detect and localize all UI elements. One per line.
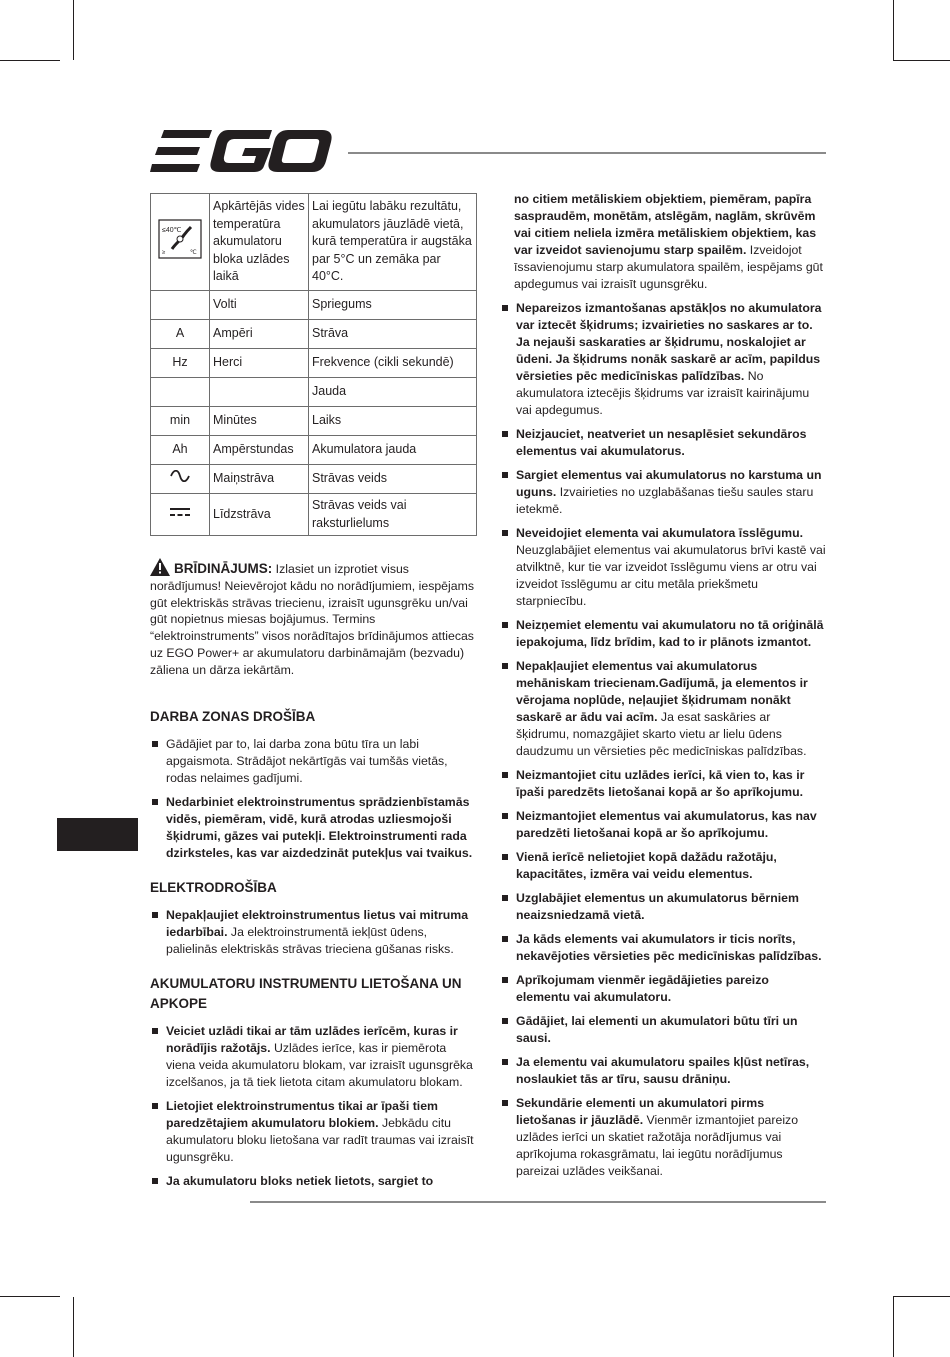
table-cell-desc: Lai iegūtu labāku rezultātu, akumulators jāuzlādē vietā, kurā temperatūra ir augstāka par 5°C un zemāka par 40°C.	[309, 194, 477, 291]
bullet-icon	[152, 799, 158, 805]
bullet-icon	[502, 854, 508, 860]
electrical-list	[150, 907, 478, 958]
bullet-icon	[502, 977, 508, 983]
list-item: Gādājiet par to, lai darba zona būtu tīra un labi apgaismota. Strādājot nekārtīgās vai tumšās vietās, rodas nelaimes gadījumi.	[150, 736, 478, 787]
bullet-icon	[152, 912, 158, 918]
bullet-icon	[502, 813, 508, 819]
side-language-tab	[57, 818, 138, 851]
list-item: Neveidojiet elementa vai akumulatora īsslēgumu. Neuzglabājiet elementus vai akumulatorus brīvi kastē vai atvilktnē, kur tie var izveidot īsslēgumu viens ar otru vai izveidot īsslēgumu ar citu metāla priekšmetu starpniecību.	[500, 525, 826, 610]
list-item: Ja elementu vai akumulatoru spailes kļūst netīras, noslaukiet tās ar tīru, sausu drāniņu.	[500, 1054, 826, 1088]
crop-mark	[893, 1297, 894, 1357]
table-row	[151, 194, 477, 291]
header-rule	[348, 152, 826, 154]
footer-rule	[250, 1201, 826, 1203]
table-cell-name: Herci	[210, 349, 309, 378]
list-item: Sargiet elementus vai akumulatorus no karstuma un uguns. Izvairieties no uzglabāšanas tiešu saules staru ietekmē.	[500, 467, 826, 518]
list-item: Nepareizos izmantošanas apstākļos no akumulatora var iztecēt šķidrums; izvairieties no saskares ar to. Ja nejauši saskaraties ar šķidrumu, noskalojiet ar ūdeni. Ja šķidrums nonāk saskarē ar acīm, papildus vērsieties pēc medicīniskas palīdzības. No akumulatora iztecējis šķidrums var izraisīt kairinājumu vai apdegumus.	[500, 300, 826, 419]
temperature-charging-icon	[158, 219, 202, 259]
bullet-icon	[502, 1100, 508, 1106]
battery-care-list	[500, 300, 826, 1180]
bullet-icon	[502, 663, 508, 669]
table-cell-name: Apkārtējās vides temperatūra akumulatoru bloka uzlādes laikā	[210, 194, 309, 291]
table-row	[151, 378, 477, 407]
table-cell-desc: Laiks	[309, 407, 477, 436]
table-row	[151, 465, 477, 494]
bullet-icon	[152, 1103, 158, 1109]
list-item: Veiciet uzlādi tikai ar tām uzlādes ierīcēm, kuras ir norādījis ražotājs. Uzlādes ierīce, kas ir piemērota viena veida akumulatoru blokam, var izraisīt ugunsgrēka izcelšanos, ja tā tiek lietota citam akumulatoru blokam.	[150, 1023, 478, 1091]
table-cell-desc: Akumulatora jauda	[309, 436, 477, 465]
table-row	[151, 436, 477, 465]
crop-mark	[893, 1296, 950, 1297]
battery-list	[150, 1023, 478, 1190]
table-cell-name: Maiņstrāva	[210, 465, 309, 494]
table-cell-name: Ampēri	[210, 320, 309, 349]
direct-current-icon	[169, 506, 191, 518]
list-item: Nedarbiniet elektroinstrumentus sprādzienbīstamās vidēs, piemēram, vidē, kurā atrodas uzliesmojoši šķidrumi, gāzes vai putekļi. Elektroinstrumenti rada dzirksteles, kas var aizdedzināt putekļus vai tvaikus.	[150, 794, 478, 862]
list-item: Gādājiet, lai elementi un akumulatori būtu tīri un sausi.	[500, 1013, 826, 1047]
continued-paragraph: no citiem metāliskiem objektiem, piemēram, papīra saspraudēm, monētām, atslēgām, naglām, skrūvēm vai citiem neliela izmēra metāliskiem objektiem, kas var izveidot savienojumu starp spailēm. Izveidojot īssavienojumu starp akumulatora spailēm, iespējams gūt apdegumus vai izraisīt ugunsgrēku.	[514, 192, 823, 291]
warning-icon	[150, 558, 170, 576]
bullet-icon	[502, 1059, 508, 1065]
table-cell-symbol: Ah	[151, 436, 210, 465]
table-cell-name	[210, 378, 309, 407]
table-cell-name: Līdzstrāva	[210, 494, 309, 536]
table-cell-name: Volti	[210, 291, 309, 320]
list-item: Neizņemiet elementu vai akumulatoru no tā oriģinālā iepakojuma, līdz brīdim, kad to ir plānots izmantot.	[500, 617, 826, 651]
table-cell-desc: Strāvas veids vai raksturlielums	[309, 494, 477, 536]
bullet-icon	[502, 431, 508, 437]
table-row	[151, 349, 477, 378]
list-item: Vienā ierīcē nelietojiet kopā dažādu ražotāju, kapacitātes, izmēra vai veidu elementus.	[500, 849, 826, 883]
list-item: Aprīkojumam vienmēr iegādājieties pareizo elementu vai akumulatoru.	[500, 972, 826, 1006]
list-item: Neizmantojiet elementus vai akumulatorus, kas nav paredzēti lietošanai kopā ar šo aprīkojumu.	[500, 808, 826, 842]
ego-logo	[150, 130, 332, 172]
list-item: Nepakļaujiet elektroinstrumentus lietus vai mitruma iedarbībai. Ja elektroinstrumentā iekļūst ūdens, palielinās elektriskās strāvas trieciena gūšanas risks.	[150, 907, 478, 958]
svg-text:≤40℃: ≤40℃	[162, 227, 182, 235]
table-cell-symbol: min	[151, 407, 210, 436]
crop-mark	[0, 1296, 60, 1297]
bullet-icon	[502, 772, 508, 778]
list-item: Neizmantojiet citu uzlādes ierīci, kā vien to, kas ir īpaši paredzēts lietošanai kopā ar šo aprīkojumu.	[500, 767, 826, 801]
table-cell-name: Minūtes	[210, 407, 309, 436]
svg-text:≥: ≥	[162, 250, 166, 257]
list-item: Ja kāds elements vai akumulators ir ticis norīts, nekavējoties vērsieties pēc medicīniskas palīdzības.	[500, 931, 826, 965]
bullet-icon	[502, 530, 508, 536]
crop-mark	[73, 1297, 74, 1357]
list-item: Lietojiet elektroinstrumentus tikai ar īpaši tiem paredzētajiem akumulatoru blokiem. Jebkādu citu akumulatoru bloku lietošana var radīt traumas vai izraisīt ugunsgrēku.	[150, 1098, 478, 1166]
table-cell-desc: Strāva	[309, 320, 477, 349]
section-heading-electrical: ELEKTRODROŠĪBA	[150, 879, 277, 895]
crop-mark	[893, 60, 950, 61]
left-column	[150, 558, 478, 1206]
list-item: Ja akumulatoru bloks netiek lietots, sargiet to	[150, 1173, 478, 1190]
warning-paragraph	[150, 558, 478, 679]
bullet-icon	[502, 622, 508, 628]
warning-title: BRĪDINĀJUMS:	[174, 561, 273, 576]
bullet-icon	[502, 895, 508, 901]
crop-mark	[73, 0, 74, 60]
list-item: Uzglabājiet elementus un akumulatorus bērniem neaizsniedzamā vietā.	[500, 890, 826, 924]
table-row	[151, 320, 477, 349]
table-cell-desc: Strāvas veids	[309, 465, 477, 494]
alternating-current-icon	[169, 470, 191, 482]
svg-text:℃: ℃	[190, 250, 197, 257]
symbol-table	[150, 193, 477, 536]
table-row	[151, 407, 477, 436]
table-cell-desc: Jauda	[309, 378, 477, 407]
list-item: Nepakļaujiet elementus vai akumulatorus mehāniskam triecienam.Gadījumā, ja elementos ir vērojama noplūde, neļaujiet šķidrumam nonākt saskarē ar ādu vai acīm. Ja esat saskāries ar šķidrumu, nomazgājiet skarto vietu ar lielu ūdens daudzumu un vērsieties pēc medicīniskas palīdzības.	[500, 658, 826, 760]
table-cell-symbol	[151, 291, 210, 320]
table-cell-symbol	[151, 378, 210, 407]
table-row	[151, 291, 477, 320]
work-area-list	[150, 736, 478, 862]
list-item: Neizjauciet, neatveriet un nesaplēsiet sekundāros elementus vai akumulatorus.	[500, 426, 826, 460]
section-heading-battery: AKUMULATORU INSTRUMENTU LIETOŠANA UN APKOPE	[150, 975, 462, 1011]
warning-text: Izlasiet un izprotiet visus norādījumus! Neievērojot kādu no norādījumiem, iespējams gūt elektriskās strāvas triecienu, izraisīt ugunsgrēku un/vai gūt nopietnus miesas bojājumus. Termins “elektroinstruments” visos norādītajos brīdinājumos attiecas uz EGO Power+ ar akumulatoru darbināmajām (bezvadu) zāliena un dārza iekārtām.	[150, 562, 474, 677]
section-heading-work-area: DARBA ZONAS DROŠĪBA	[150, 708, 316, 724]
crop-mark	[0, 60, 60, 61]
table-cell-symbol: A	[151, 320, 210, 349]
bullet-icon	[152, 741, 158, 747]
bullet-icon	[502, 472, 508, 478]
table-row	[151, 494, 477, 536]
bullet-icon	[502, 936, 508, 942]
table-cell-symbol: Hz	[151, 349, 210, 378]
table-cell-name: Ampērstundas	[210, 436, 309, 465]
crop-mark	[893, 0, 894, 60]
list-item: Sekundārie elementi un akumulatori pirms lietošanas ir jāuzlādē. Vienmēr izmantojiet pareizo uzlādes ierīci un skatiet ražotāja norādījumus vai aprīkojuma rokasgrāmatu, lai iegūtu norādījumus pareizai uzlādes veikšanai.	[500, 1095, 826, 1180]
right-column	[500, 191, 826, 1196]
bullet-icon	[502, 1018, 508, 1024]
table-cell-desc: Spriegums	[309, 291, 477, 320]
bullet-icon	[152, 1178, 158, 1184]
table-cell-desc: Frekvence (cikli sekundē)	[309, 349, 477, 378]
bullet-icon	[152, 1028, 158, 1034]
bullet-icon	[502, 305, 508, 311]
